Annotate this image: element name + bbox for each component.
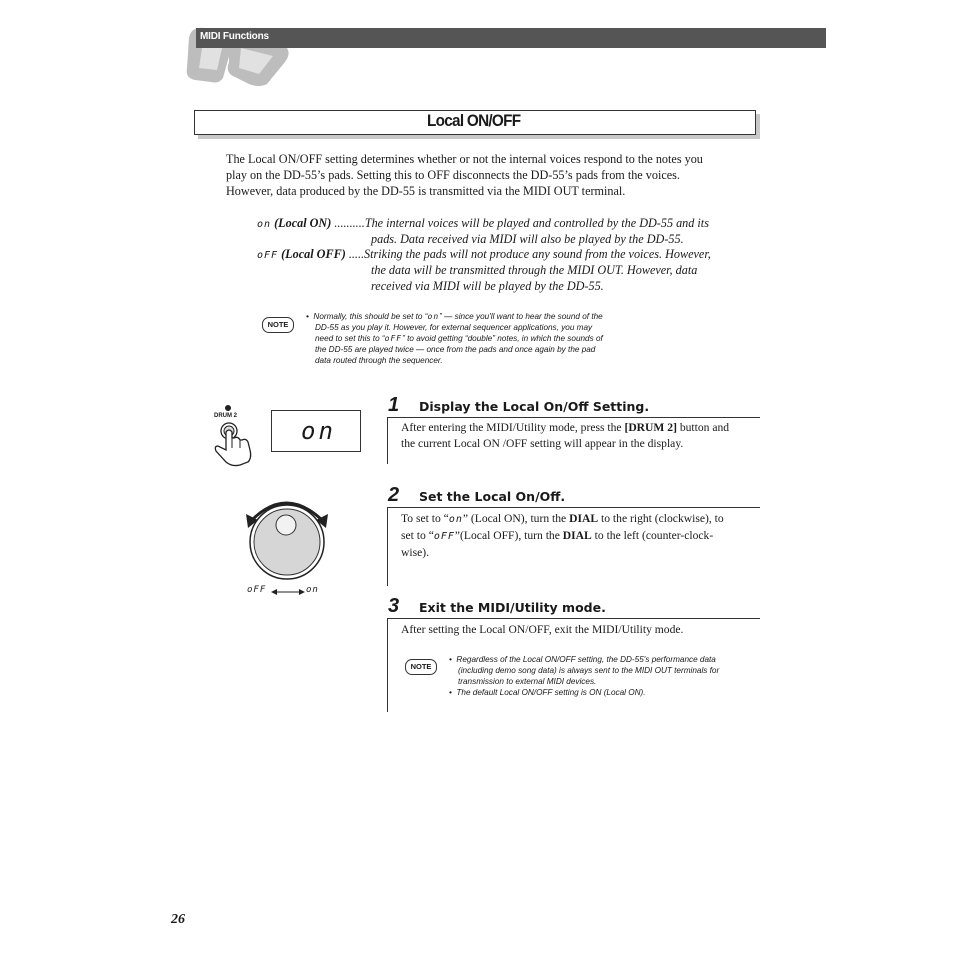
dial-left-label: oFF xyxy=(247,585,267,595)
note-text-part: Regardless of the Local ON/OFF setting, the DD-55's performance data xyxy=(456,655,716,664)
step-text: set to “ xyxy=(401,529,434,542)
step-text: to the left (counter-clock- xyxy=(591,529,714,542)
step-text: To set to “ xyxy=(401,512,449,525)
step-text: to the right (clockwise), to xyxy=(598,512,724,525)
step-rule xyxy=(387,618,760,619)
led-indicator xyxy=(225,405,231,411)
note-text: • Normally, this should be set to “on” — since you'll want to hear the sound of the DD-55 as you play it. However, for external sequencer applications, you may need to set this to “oFF” to avoid getting “double” notes, in which the sounds of the DD-55 are played twice — once from the pads and once again by the pad data routed through the sequencer. xyxy=(306,311,646,366)
note-badge: NOTE xyxy=(262,317,294,333)
lcd-on-glyph: on xyxy=(427,312,440,321)
step-rule xyxy=(387,507,760,508)
section-label: MIDI Functions xyxy=(200,31,269,42)
intro-paragraph: The Local ON/OFF setting determines whether or not the internal voices respond to the notes you play on the DD-55’s pads. Setting this to OFF disconnects the DD-55’s pads from the voices. However, data produced by the DD-55 is transmitted via the MIDI OUT terminal. xyxy=(226,152,703,198)
lcd-on-glyph: on xyxy=(257,219,272,230)
double-arrow-icon xyxy=(271,587,305,597)
note-text-part: the DD-55 are played twice — once from the pads and once again by the pad xyxy=(315,345,596,354)
page-title: Local ON/OFF xyxy=(427,111,521,130)
step-text-bold: [DRUM 2] xyxy=(624,421,677,434)
definition-desc: received via MIDI will be played by the DD-55. xyxy=(371,279,604,293)
step-vline xyxy=(387,618,388,712)
step-text: button and xyxy=(676,421,730,434)
lcd-off-glyph: oFF xyxy=(384,334,403,343)
definition-desc: the data will be transmitted through the MIDI OUT. However, data xyxy=(371,263,698,277)
step-text: the current Local ON /OFF setting will appear in the display. xyxy=(401,437,684,450)
note-text-part: The default Local ON/OFF setting is ON (Local ON). xyxy=(456,688,646,697)
page-number: 26 xyxy=(171,912,185,927)
note-text: • Regardless of the Local ON/OFF setting, the DD-55's performance data (including demo song data) is always sent to the MIDI OUT terminals for transmission to external MIDI devices. • The default Local ON/OFF setting is ON (Local ON). xyxy=(449,654,769,698)
step-text-bold: DIAL xyxy=(562,529,592,542)
lcd-display-value: on xyxy=(301,417,336,445)
note-text-part: data routed through the sequencer. xyxy=(315,356,443,365)
lcd-off-glyph: oFF xyxy=(257,250,279,261)
lcd-on-glyph: on xyxy=(448,514,463,525)
definition-term: (Local OFF) xyxy=(281,247,346,261)
step-body xyxy=(401,511,761,561)
definition-dots: ..... xyxy=(345,247,365,261)
step-rule xyxy=(387,417,760,418)
note-text-part: ” — since you'll want to hear the sound of the xyxy=(439,312,603,321)
dial-illustration xyxy=(240,492,334,582)
definition-desc: Striking the pads will not produce any sound from the voices. However, xyxy=(364,247,711,261)
note-text-part: Normally, this should be set to “ xyxy=(313,312,428,321)
definition-dots: .......... xyxy=(331,216,365,230)
step-text: After setting the Local ON/OFF, exit the MIDI/Utility mode. xyxy=(401,623,684,636)
step-body xyxy=(401,420,761,452)
lcd-off-glyph: oFF xyxy=(433,531,455,542)
definition-desc: The internal voices will be played and controlled by the DD-55 and its xyxy=(364,216,709,230)
note-text-part: (including demo song data) is always sent to the MIDI OUT terminals for xyxy=(458,666,720,675)
note-text-part: DD-55 as you play it. However, for external sequencer applications, you may xyxy=(315,323,593,332)
step-title: Display the Local On/Off Setting. xyxy=(419,399,650,414)
step-vline xyxy=(387,507,388,586)
step-text: wise). xyxy=(401,546,430,559)
drum-2-label: DRUM 2 xyxy=(214,413,238,419)
step-text-bold: DIAL xyxy=(569,512,599,525)
step-title: Set the Local On/Off. xyxy=(419,489,566,504)
step-text: ” (Local ON), turn the xyxy=(462,512,570,525)
step-number: 1 xyxy=(388,394,400,416)
step-number: 2 xyxy=(388,484,400,506)
definition-term: (Local ON) xyxy=(274,216,332,230)
step-title: Exit the MIDI/Utility mode. xyxy=(419,600,606,615)
step-vline xyxy=(387,417,388,464)
finger-press-icon xyxy=(210,420,256,468)
definition-desc: pads. Data received via MIDI will also be played by the DD-55. xyxy=(371,232,684,246)
step-text: ”(Local OFF), turn the xyxy=(454,529,563,542)
header-bar xyxy=(196,28,826,48)
step-text: After entering the MIDI/Utility mode, press the xyxy=(401,421,625,434)
note-text-part: need to set this to “ xyxy=(315,334,385,343)
note-text-part: ” to avoid getting “double” notes, in which the sounds of xyxy=(402,334,603,343)
note-text-part: transmission to external MIDI devices. xyxy=(458,677,597,686)
note-badge: NOTE xyxy=(405,659,437,675)
step-number: 3 xyxy=(388,595,400,617)
dial-right-label: on xyxy=(306,585,319,595)
